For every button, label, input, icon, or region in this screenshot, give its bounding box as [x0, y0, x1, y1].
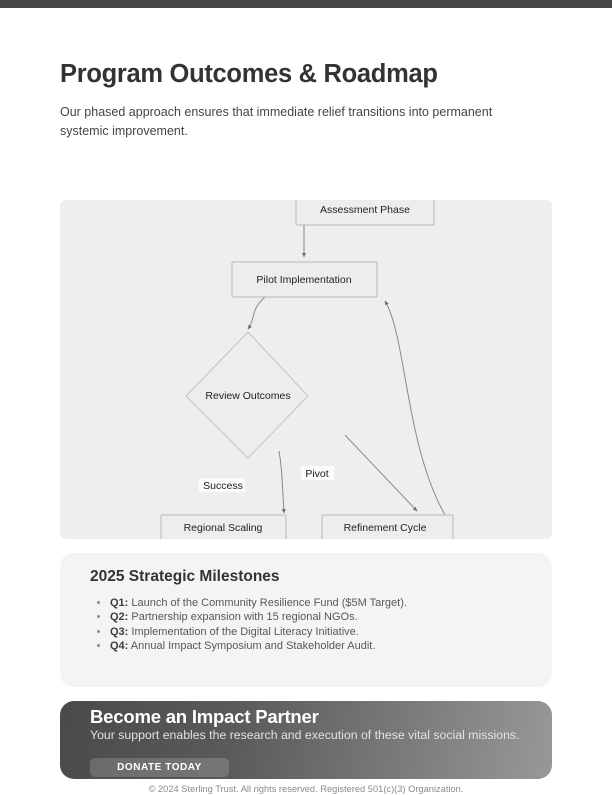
flow-node-label: Refinement Cycle: [343, 521, 427, 534]
milestones-card: [60, 553, 552, 687]
flow-node-label: Regional Scaling: [183, 521, 263, 534]
page-title: Program Outcomes & Roadmap: [60, 60, 438, 88]
flow-node-label: Review Outcomes: [205, 389, 291, 402]
svg-text:Pivot: Pivot: [305, 467, 329, 480]
cta-description: Your support enables the research and execution of these vital social missions.: [90, 728, 520, 742]
milestone-quarter: Q3:: [110, 625, 129, 638]
list-item: [110, 610, 532, 624]
milestone-quarter: Q1:: [110, 597, 129, 609]
flow-node-review-outcomes: [186, 332, 308, 458]
cta-title: Become an Impact Partner: [90, 706, 319, 727]
flow-edge-review-scaling: [279, 451, 284, 513]
flowchart-svg: [60, 200, 552, 539]
flow-node-refinement-cycle: [322, 515, 453, 539]
flow-edge-pilot-review: [248, 297, 265, 329]
milestone-text: Annual Impact Symposium and Stakeholder Audit.: [128, 639, 376, 652]
flow-edge-label-pivot: [301, 466, 334, 480]
flow-edge-label-success: [199, 478, 245, 492]
impact-partner-cta-banner: [60, 701, 552, 779]
flow-node-label: Pilot Implementation: [256, 273, 352, 286]
milestone-text: Partnership expansion with 15 regional NGOs.: [128, 611, 358, 624]
list-item: [110, 639, 532, 653]
list-item: [110, 596, 532, 610]
flow-edge-refinement-pilot: [385, 301, 453, 528]
flow-edge-review-refinement: [345, 435, 417, 511]
top-accent-bar: [0, 0, 612, 8]
roadmap-flowchart-panel: [60, 200, 552, 539]
svg-text:Success: Success: [203, 479, 243, 492]
list-item: [110, 625, 532, 639]
flow-node-pilot-implementation: [232, 262, 377, 297]
milestone-text: Implementation of the Digital Literacy Initiative.: [128, 625, 359, 638]
milestone-text: Launch of the Community Resilience Fund ($5M Target).: [128, 597, 407, 609]
milestones-list: [88, 596, 532, 653]
donate-today-button[interactable]: DONATE TODAY: [90, 758, 229, 777]
flow-node-assessment-phase: [296, 200, 434, 225]
milestones-title: 2025 Strategic Milestones: [90, 568, 280, 585]
flow-node-regional-scaling: [161, 515, 286, 539]
flow-node-label: Assessment Phase: [320, 203, 410, 216]
milestone-quarter: Q2:: [110, 611, 129, 624]
page-subtitle: Our phased approach ensures that immediate relief transitions into permanent systemic improvement.: [60, 105, 493, 138]
milestone-quarter: Q4:: [110, 639, 129, 652]
footer-copyright: © 2024 Sterling Trust. All rights reserved. Registered 501(c)(3) Organization.: [148, 784, 464, 794]
